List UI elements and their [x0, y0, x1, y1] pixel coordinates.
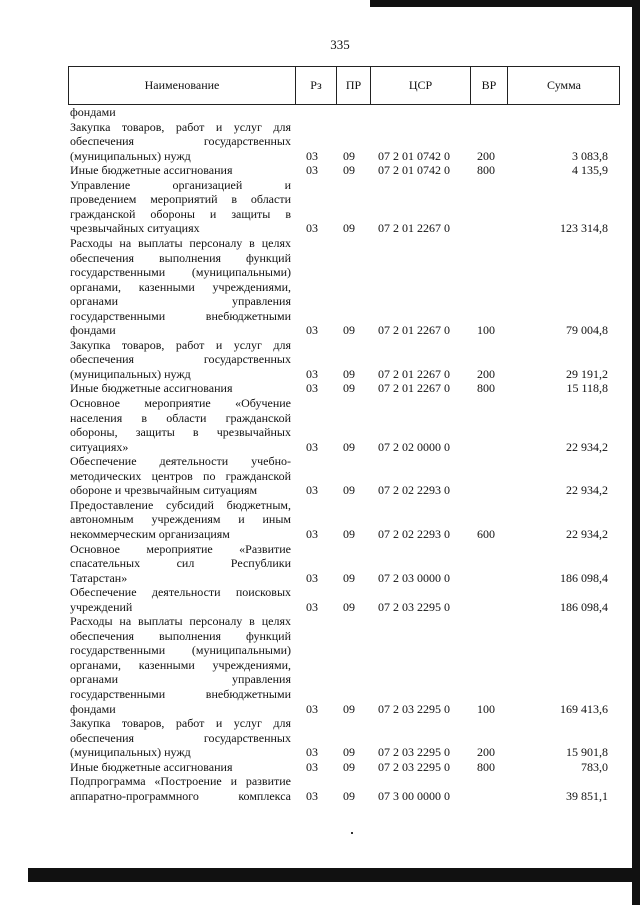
row-sum: 3 083,8	[572, 148, 608, 163]
table-row	[70, 192, 620, 207]
table-row	[70, 280, 620, 295]
row-name: населения в области гражданской	[70, 410, 291, 425]
row-rz: 03	[306, 759, 318, 774]
row-vr: 800	[477, 759, 495, 774]
table-row	[70, 774, 620, 789]
row-sum: 4 135,9	[572, 163, 608, 178]
row-sum: 79 004,8	[566, 323, 608, 338]
scan-edge-bottom	[28, 868, 632, 882]
row-rz: 03	[306, 745, 318, 760]
table-row	[70, 556, 620, 571]
table-row	[70, 512, 620, 527]
row-csr: 07 2 01 2267 0	[378, 366, 450, 381]
table-row	[70, 745, 620, 760]
row-name: государственными внебюджетными	[70, 308, 291, 323]
row-name: органами управления	[70, 672, 291, 687]
row-name: государственными (муниципальными)	[70, 643, 291, 658]
row-csr: 07 2 01 2267 0	[378, 221, 450, 236]
table-row	[70, 614, 620, 629]
row-csr: 07 2 02 2293 0	[378, 526, 450, 541]
row-rz: 03	[306, 483, 318, 498]
table-row	[70, 585, 620, 600]
table-row	[70, 221, 620, 236]
header-name: Наименование	[144, 78, 220, 92]
header-sum: Сумма	[547, 78, 581, 92]
row-pr: 09	[343, 745, 355, 760]
row-pr: 09	[343, 163, 355, 178]
row-name: Предоставление субсидий бюджетным,	[70, 497, 291, 512]
row-pr: 09	[343, 323, 355, 338]
row-name: методических центров по гражданской	[70, 468, 291, 483]
table-row	[70, 149, 620, 164]
row-csr: 07 3 00 0000 0	[378, 788, 450, 803]
row-name: автономным учреждениям и иным	[70, 512, 291, 527]
row-sum: 39 851,1	[566, 788, 608, 803]
row-sum: 15 118,8	[566, 381, 608, 396]
row-name: (муниципальных) нужд	[70, 148, 191, 163]
table-row	[70, 207, 620, 222]
table-row	[70, 672, 620, 687]
table-row	[70, 265, 620, 280]
row-pr: 09	[343, 439, 355, 454]
row-csr: 07 2 03 2295 0	[378, 701, 450, 716]
table-row	[70, 629, 620, 644]
table-row	[70, 425, 620, 440]
table-row	[70, 163, 620, 178]
table-row	[70, 687, 620, 702]
table-row	[70, 381, 620, 396]
row-vr: 800	[477, 381, 495, 396]
table-row	[70, 236, 620, 251]
row-rz: 03	[306, 599, 318, 614]
row-rz: 03	[306, 148, 318, 163]
page-number: 335	[330, 37, 350, 52]
row-name: Иные бюджетные ассигнования	[70, 381, 233, 396]
row-rz: 03	[306, 788, 318, 803]
scan-speck	[351, 832, 353, 834]
row-name: фондами	[70, 323, 116, 338]
row-name: Иные бюджетные ассигнования	[70, 163, 233, 178]
row-name: обеспечения государственных	[70, 730, 291, 745]
row-rz: 03	[306, 323, 318, 338]
row-pr: 09	[343, 788, 355, 803]
row-vr: 100	[477, 701, 495, 716]
row-name: Основное мероприятие «Развитие	[70, 541, 291, 556]
row-name: (муниципальных) нужд	[70, 745, 191, 760]
row-rz: 03	[306, 381, 318, 396]
row-sum: 186 098,4	[560, 599, 608, 614]
row-csr: 07 2 01 0742 0	[378, 148, 450, 163]
row-rz: 03	[306, 526, 318, 541]
row-vr: 600	[477, 526, 495, 541]
row-name: Обеспечение деятельности поисковых	[70, 585, 291, 600]
row-pr: 09	[343, 148, 355, 163]
row-rz: 03	[306, 221, 318, 236]
row-rz: 03	[306, 570, 318, 585]
row-sum: 15 901,8	[566, 745, 608, 760]
row-pr: 09	[343, 221, 355, 236]
row-sum: 22 934,2	[566, 439, 608, 454]
row-pr: 09	[343, 381, 355, 396]
row-name: обеспечения выполнения функций	[70, 250, 291, 265]
row-name: Расходы на выплаты персоналу в целях	[70, 614, 291, 629]
row-pr: 09	[343, 483, 355, 498]
table-row	[70, 527, 620, 542]
row-name: фондами	[70, 105, 116, 119]
row-csr: 07 2 01 2267 0	[378, 381, 450, 396]
table-row	[70, 338, 620, 353]
table-row	[70, 309, 620, 324]
row-csr: 07 2 03 2295 0	[378, 599, 450, 614]
row-name: аппаратно-программного комплекса	[70, 788, 291, 803]
row-csr: 07 2 03 2295 0	[378, 745, 450, 760]
row-rz: 03	[306, 163, 318, 178]
row-name: спасательных сил Республики	[70, 556, 291, 571]
row-vr: 200	[477, 745, 495, 760]
row-rz: 03	[306, 439, 318, 454]
row-name: гражданской обороны и защиты в	[70, 206, 291, 221]
row-name: Иные бюджетные ассигнования	[70, 759, 233, 774]
table-row	[70, 716, 620, 731]
row-name: чрезвычайных ситуациях	[70, 221, 200, 236]
row-sum: 22 934,2	[566, 483, 608, 498]
header-rz: Рз	[310, 78, 322, 92]
row-sum: 186 098,4	[560, 570, 608, 585]
row-name: Закупка товаров, работ и услуг для	[70, 119, 291, 134]
table-row	[70, 367, 620, 382]
row-name: (муниципальных) нужд	[70, 366, 191, 381]
table-header	[68, 66, 620, 105]
row-csr: 07 2 01 0742 0	[378, 163, 450, 178]
row-name: Основное мероприятие «Обучение	[70, 396, 291, 410]
row-pr: 09	[343, 526, 355, 541]
row-pr: 09	[343, 570, 355, 585]
table-row	[70, 469, 620, 484]
table-row	[70, 789, 620, 804]
row-sum: 123 314,8	[560, 221, 608, 236]
row-name: учреждений	[70, 599, 133, 614]
row-name: обороне и чрезвычайным ситуациям	[70, 483, 258, 498]
row-vr: 200	[477, 366, 495, 381]
row-name: государственными (муниципальными)	[70, 265, 291, 280]
row-rz: 03	[306, 701, 318, 716]
header-pr: ПР	[345, 78, 362, 92]
row-name: обеспечения выполнения функций	[70, 628, 291, 643]
table-row	[70, 760, 620, 775]
row-name: Закупка товаров, работ и услуг для	[70, 716, 291, 731]
row-name: некоммерческим организациям	[70, 526, 230, 541]
row-name: обеспечения государственных	[70, 134, 291, 149]
row-name: Управление организацией и	[70, 177, 291, 192]
row-name: Татарстан»	[70, 570, 128, 585]
row-sum: 169 413,6	[560, 701, 608, 716]
scan-edge-right	[632, 0, 640, 905]
row-name: государственными внебюджетными	[70, 687, 291, 701]
row-name: Обеспечение деятельности учебно-	[70, 454, 291, 469]
row-pr: 09	[343, 759, 355, 774]
row-rz: 03	[306, 366, 318, 381]
table-row	[70, 178, 620, 193]
row-name: Подпрограмма «Построение и развитие	[70, 774, 291, 789]
table-row	[70, 134, 620, 149]
row-sum: 22 934,2	[566, 526, 608, 541]
table-row	[70, 411, 620, 426]
row-name: органами, казенными учреждениями,	[70, 279, 291, 294]
row-name: ситуациях»	[70, 439, 129, 454]
row-pr: 09	[343, 599, 355, 614]
table-row	[70, 251, 620, 266]
table-row	[70, 658, 620, 673]
table-row	[70, 454, 620, 469]
row-name: Расходы на выплаты персоналу в целях	[70, 235, 291, 250]
table-row	[70, 120, 620, 135]
scan-edge-top	[370, 0, 632, 7]
table-row	[70, 483, 620, 498]
table-row	[70, 294, 620, 309]
table-row	[70, 600, 620, 615]
row-csr: 07 2 02 0000 0	[378, 439, 450, 454]
table-row	[70, 105, 620, 120]
row-csr: 07 2 01 2267 0	[378, 323, 450, 338]
table-row	[70, 498, 620, 513]
header-csr: ЦСР	[408, 78, 433, 92]
row-csr: 07 2 03 0000 0	[378, 570, 450, 585]
table-row	[70, 571, 620, 586]
row-name: проведением мероприятий в области	[70, 192, 291, 207]
table-row	[70, 396, 620, 411]
row-vr: 800	[477, 163, 495, 178]
row-csr: 07 2 02 2293 0	[378, 483, 450, 498]
row-name: органами управления	[70, 294, 291, 309]
row-name: фондами	[70, 701, 116, 716]
row-vr: 200	[477, 148, 495, 163]
table-row	[70, 440, 620, 455]
row-sum: 783,0	[581, 759, 608, 774]
row-pr: 09	[343, 366, 355, 381]
row-pr: 09	[343, 701, 355, 716]
table-row	[70, 352, 620, 367]
table-row	[70, 702, 620, 717]
row-csr: 07 2 03 2295 0	[378, 759, 450, 774]
table-row	[70, 542, 620, 557]
row-name: обеспечения государственных	[70, 352, 291, 367]
row-name: Закупка товаров, работ и услуг для	[70, 337, 291, 352]
header-vr: ВР	[481, 78, 497, 92]
row-name: органами, казенными учреждениями,	[70, 657, 291, 672]
table-row	[70, 643, 620, 658]
row-sum: 29 191,2	[566, 366, 608, 381]
table-row	[70, 323, 620, 338]
row-name: обороны, защиты в чрезвычайных	[70, 425, 291, 440]
table-row	[70, 731, 620, 746]
row-vr: 100	[477, 323, 495, 338]
